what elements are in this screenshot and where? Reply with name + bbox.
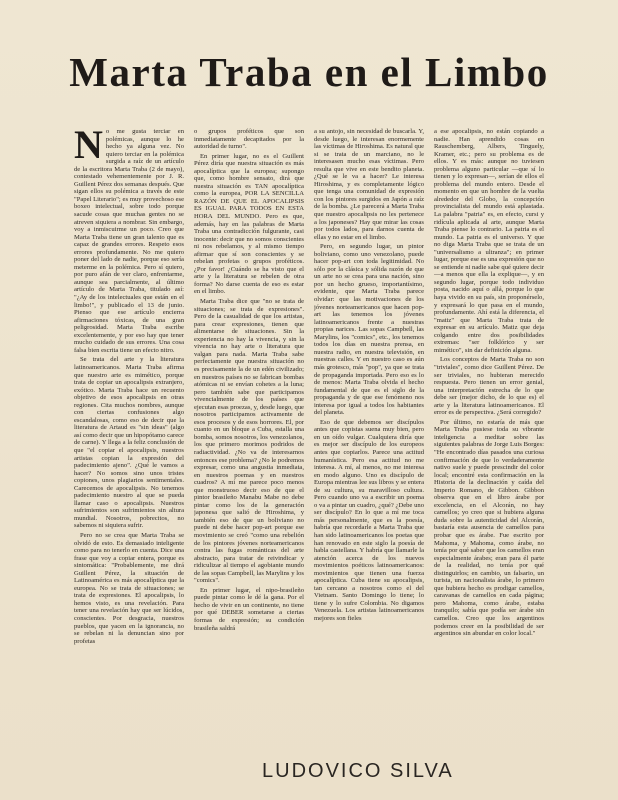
article-paragraph bbox=[194, 153, 304, 296]
paragraph-text: Pero, en segundo lugar, un pintor boliviano, como uno venezolano, puede hacer pop-art con toda legitimidad. No sólo por la clásica y sólida razón de que un arte no se crea para una nación, sino por un hecho grueso, importantísimo, evidente, que Marta Traba parece olvidar: que las motivaciones de los jóvenes norteamericanos que hacen pop-art las tenemos los jóvenes latinoamericanos frente a nuestras propias narices. Las sopas Campbell, las Marylins, los "comics", etc., los tenemos todos los días en nuestra prensa, en nuestra radio, en nuestra televisión, en nuestras calles. Y en nuestro caso es aún más grotesco, más "pop", ya que se trata de propaganda importada. Pero eso es lo de menos: Marta Traba olvida el hecho fundamental de que es el siglo de la propaganda y de que ese fenómeno nos interesa por igual a todos los habitantes del planeta. bbox=[314, 243, 424, 417]
paragraph-text: Marta Traba dice que "no se trata de situaciones; se trata de expresiones". Pero de la casualidad de que los artistas, para crear expresiones, tienen que alimentarse de situaciones. Sin la experiencia no hay la vivencia, y sin la vivencia no hay arte o literatura que valgan para nada. Marta Traba sabe perfectamente que nuestra situación no es precisamente la de un edén civilizado; en nuestros países no se fabrican bombas atómicas ni se envían cohetes a la luna; pero también sabe que participamos vivencialmente de los países que ejecutan esas proezas, y, desde luego, que nosotros participamos activamente de esos procesos y de esos horrores. El, por cuanto en un bloque a Cuba, estalla una bomba, somos nosotros, los venezolanos, los que primero morimos podridos de radiactividad. ¿No va de interesarnos entonces ese problema? ¿No le podremos expresar, como una angustia inmediata, en nuestros poemas y en nuestros cuadros? A mí me parece poco menos que monstruoso decir eso de que el pintor brasileño Manabu Mabe no debe pintar como los de la generación japonesa que salió de Hiroshima, y también eso de que un boliviano no puede ni debe hacer pop-art porque ese movimiento se creó "como una rebelión de los pintores jóvenes norteamericanos contra las fugas románticas del arte abstracto, para tratar de reivindicar y ridiculizar al tiempo el agobiante mundo de las sopas Campbell, las Marylins y los "comics". bbox=[194, 298, 304, 585]
article-body bbox=[74, 128, 546, 753]
paragraph-text: En primer lugar, el nipo-brasileño puede pintar como le dé la gana. Por el hecho de vivir en un continente, no tiene por qué DEBER sometarse a ciertas formas de expresión; su condición brasileña saldrá bbox=[194, 586, 304, 632]
article-paragraph bbox=[434, 128, 544, 354]
paragraph-text: Los conceptos de Marta Traba no son "triviales", como dice Guillent Pérez. De ser triviales, no hubieran merecido respuesta. Pero tienen un error genial, una interpretación estrecha de lo que debe ser (mejor dicho, de lo que es) el arte y la literatura latinoamericanos. El error es de perspectiva. ¿Será corregido? bbox=[434, 356, 544, 417]
paragraph-text: o me gusta terciar en polémicas, aunque lo he hecho ya alguna vez. No quiero terciar en la polémica surgida a raíz de un artículo de la escritora Marta Traba (2 de mayo), contestado vehementemente por J. R. Guillent Pérez dos semanas después. Que sigan ellos su polémica a través de este "Papel Literario"; es muy provechoso ese boxeo intelectual, sobre todo porque sacude cosas que muchas gentes no se atreven siquiera a nombrar. Sin embargo, voy a inmiscuirme un poco. Creo que Marta Traba tiene un gran talento que es capaz de grandes errores. Respeto esos errores profundamente. No me quiero poner del lado de nadie, porque eso sería meterme en la polémica. Pero sí quiero, por puro afán de ver claro, enfrentarme, aunque sea parcialmente, al último artículo de Marta Traba, titulado así: "¿Ay de los intelectuales que están en el limbo!", y publicado el 13 de junio. Pienso que ese artículo encierra afirmaciones tóxicas, de una gran peligrosidad. Marta Traba escribe excelentemente, y por eso hay que tener mucho cuidado de sus errores. Una cosa falsa bien escrita tiene un efecto nitro. bbox=[74, 128, 184, 354]
article-paragraph bbox=[194, 298, 304, 585]
paragraph-text: En primer lugar, no es el Guillent Pérez diría que nuestra situación es más apocalíptica que la europea; supongo que, como hombre sensato, dirá que nuestra situación es TAN apocalíptica como la europea, POR LA SENCILLA RAZÓN DE QUE EL APOCALIPSIS ES IGUAL PARA TODOS EN ESTA HORA DEL MUNDO. Pero es que, además, hay en las palabras de Marta Traba una contradicción fulgurante, casi inocente: decir que no somos conscientes ni nos rebelamos, y al mismo tiempo afirmar que sí son conscientes y se rebelan profetas o grupos proféticos. ¿Por favor! ¿Cuándo se ha visto que el arte y la literatura se rebelen de otra forma? No darse cuenta de eso es estar en el limbo. bbox=[194, 152, 304, 296]
article-paragraph bbox=[194, 128, 304, 151]
article-paragraph bbox=[434, 419, 544, 638]
article-column-2 bbox=[194, 128, 304, 753]
article-paragraph bbox=[74, 356, 184, 530]
paragraph-text: Eso de que debemos ser discípulos antes que copistas suena muy bien, pero en un oído vulgar. Cualquiera diría que es mejor ser discípulo de los europeos antes que copiarlos. Parece una actitud humanística. Pero esa actitud no me interesa. A mí, al menos, no me interesa en modo alguno. Uno es discípulo de Europa mientras lee sus libros y se entera de su cultura, su maravilloso cultura. Pero cuando uno va a escribir un poema o va a pintar un cuadro, ¿qué? ¿Debe uno ser discípulo? En lo que a mí me toca más personalmente, que es la poesía, habría que recordarle a Marta Traba que han sido latinoamericanos los poetas que han renovado en este siglo la poesía de habla castellana. Y habría que llamarle la atención acerca de los nuevos movimientos poéticos latinoamericanos: movimientos que tienen una fuerza apocalíptica. Cuba tiene su apocalipsis, tan cercano a nosotros como el del Vietnam. Santo Domingo lo tiene; lo tiene y lo sufre Colombia. No digamos Venezuela. Los artistas latinoamericanos mejores son fieles bbox=[314, 418, 424, 622]
article-title: Marta Traba en el Limbo bbox=[69, 49, 549, 95]
article-paragraph bbox=[74, 128, 184, 354]
paragraph-text: Por último, no estaría de más que Marta Traba pusiese toda su vibrante inteligencia a meditar sobre las siguientes palabras de Jorge Luis Borges: "He encontrado días pasados una curiosa confirmación de que lo verdaderamente nativo suele y puede prescindir del color local; encontré esta confirmación en la Historia de la declinación y caída del Imperio Romano, de Gibbon. Gibbon observa que en el libro árabe por excelencia, en el Alcorán, no hay camellos; yo creo que si hubiera alguna duda sobre la autenticidad del Alcorán, bastaría esta ausencia de camellos para probar que es árabe. Fue escrito por Mahoma, y Mahoma, como árabe, no tenía por qué saber que los camellos eran especialmente árabes; eran para él parte de la realidad, no tenía por qué distinguirlos; en cambio, un falsario, un turista, un nacionalista árabe, lo primero que hubiera hecho es prodigar camellos, caravanas de camellos en cada página; pero Mahoma, como árabe, estaba tranquilo; sabía que podía ser árabe sin camellos. Creo que los argentinos podemos creer en la posibilidad de ser argentinos sin abundar en color local." bbox=[434, 418, 544, 638]
drop-cap: N bbox=[74, 128, 103, 167]
article-byline: LUDOVICO SILVA bbox=[262, 760, 454, 782]
article-column-4 bbox=[434, 128, 544, 753]
article-paragraph bbox=[314, 128, 424, 241]
article-paragraph bbox=[74, 532, 184, 645]
paragraph-text: a su antojo, sin necesidad de buscarla. Y, desde luego, le interesan enormemente las víctimas de Hiroshima. Es natural que si se trata de un marciano, no le interesasen mucho esas víctimas. Pero resulta que vive en este bendito planeta. ¿Qué se le va a hacer? Le interesa Hiroshima, y es completamente lógico que tenga una comunidad de expresión con los pintores surgidos en Japón a raíz de la bomba. ¿Le parecerá a Marta Traba que nuestro apocalipsis no les pertenece a los japoneses? Hay que mirar las cosas por todos lados, para darnos cuenta de ellas y no estar en el limbo. bbox=[314, 128, 424, 241]
paragraph-text: Pero no se crea que Marta Traba se olvidó de esto. Es demasiado inteligente como para no tenerlo en cuenta. Dice una frase que voy a copiar entera, porque es sintomática: "Probablemente, me dirá Guillent Pérez, la situación de Latinoamérica es más apocalíptica que la europea. No se trata de situaciones; se trata de expresiones. El apocalipsis, lo hemos visto, es una revelación. Para tener una revelación hay que ser lúcidos, conscientes. Por desgracia, nuestros pueblos, que yacen en la ignorancia, no se rebelan ni la denuncian sino por profetas bbox=[74, 531, 184, 645]
paragraph-text: a ese apocalipsis, no están copiando a nadie. Han aprendido cosas en Rauschemberg, Albers, Tinguely, Kramer, etc.; pero su problema es de ellos. Y es más: aunque no tuviesen problema alguno particular —que sí lo tienen y lo expresan—, serían de ellos el problema del mundo entero. Desde el momento en que un hombre de la vuelta alrededor del Globo, la concepción provincialista del mundo está aplastada. La palabra "patria" es, en efecto, cursi y ridícula aplicada al arte, aunque Marta Traba piense lo contrario. La patria es el mundo. La patria es el universo. Y que no diga Marta Traba que se trata de un "universalismo a ultranza"; en primer lugar, porque ese es una expresión que no se entiende ni nadie sabe qué quiere decir —a menos que ella la explique—, y en segundo lugar, porque todo individuo posta, nacido aquí o allá, porque lo que haya vivido en su país, sin proponérselo, y expresará lo que pasa en el mundo, profundamente. Ahí está la diferencia, el "matiz" que Marta Traba trata de expresar en su artículo. Matiz que deja colgando entre dos posibilidades extremas: "ser folklórico y ser mimético", sin dar definición alguna. bbox=[434, 128, 544, 354]
article-paragraph bbox=[194, 587, 304, 632]
article-paragraph bbox=[434, 356, 544, 416]
article-paragraph bbox=[314, 243, 424, 417]
article-column-1 bbox=[74, 128, 184, 753]
article-paragraph bbox=[314, 419, 424, 623]
article-column-3 bbox=[314, 128, 424, 753]
paragraph-text: Se trata del arte y la literatura latinoamericanos. Marta Traba afirma que nuestro arte es mimético, porque trata de copiar un apocalipsis extranjero, exótico. Marta Traba hace un recuento objetivo de esos apocalipsis en otras regiones. Cita muchos nombres, aunque con ciertas confusiones algo escandalosas, como eso de decir que la literatura de Artaud es "sin ideas" (algo así como decir que un hipopótamo carece de carne). Y llega a la feliz conclusión de que "el copiar el apocalipsis, nuestros artistas copian la expresión del padecimiento ajeno". ¿Qué le vamos a hacer? No somos sino unos tristes copiones, unos plagiarios sentimentales. Carecemos de apocalipsis. No tenemos padecimiento nuestro al que se pueda llamar caso o apocalipsis. Nuestros sufrimientos son sufrimientos sin altura mundial. Nosotros, pobrecitos, no sabemos ni siquiera sufrir. bbox=[74, 356, 184, 530]
paragraph-text: o grupos proféticos que son inmediatamente decapitados por la autoridad de turno". bbox=[194, 128, 304, 151]
